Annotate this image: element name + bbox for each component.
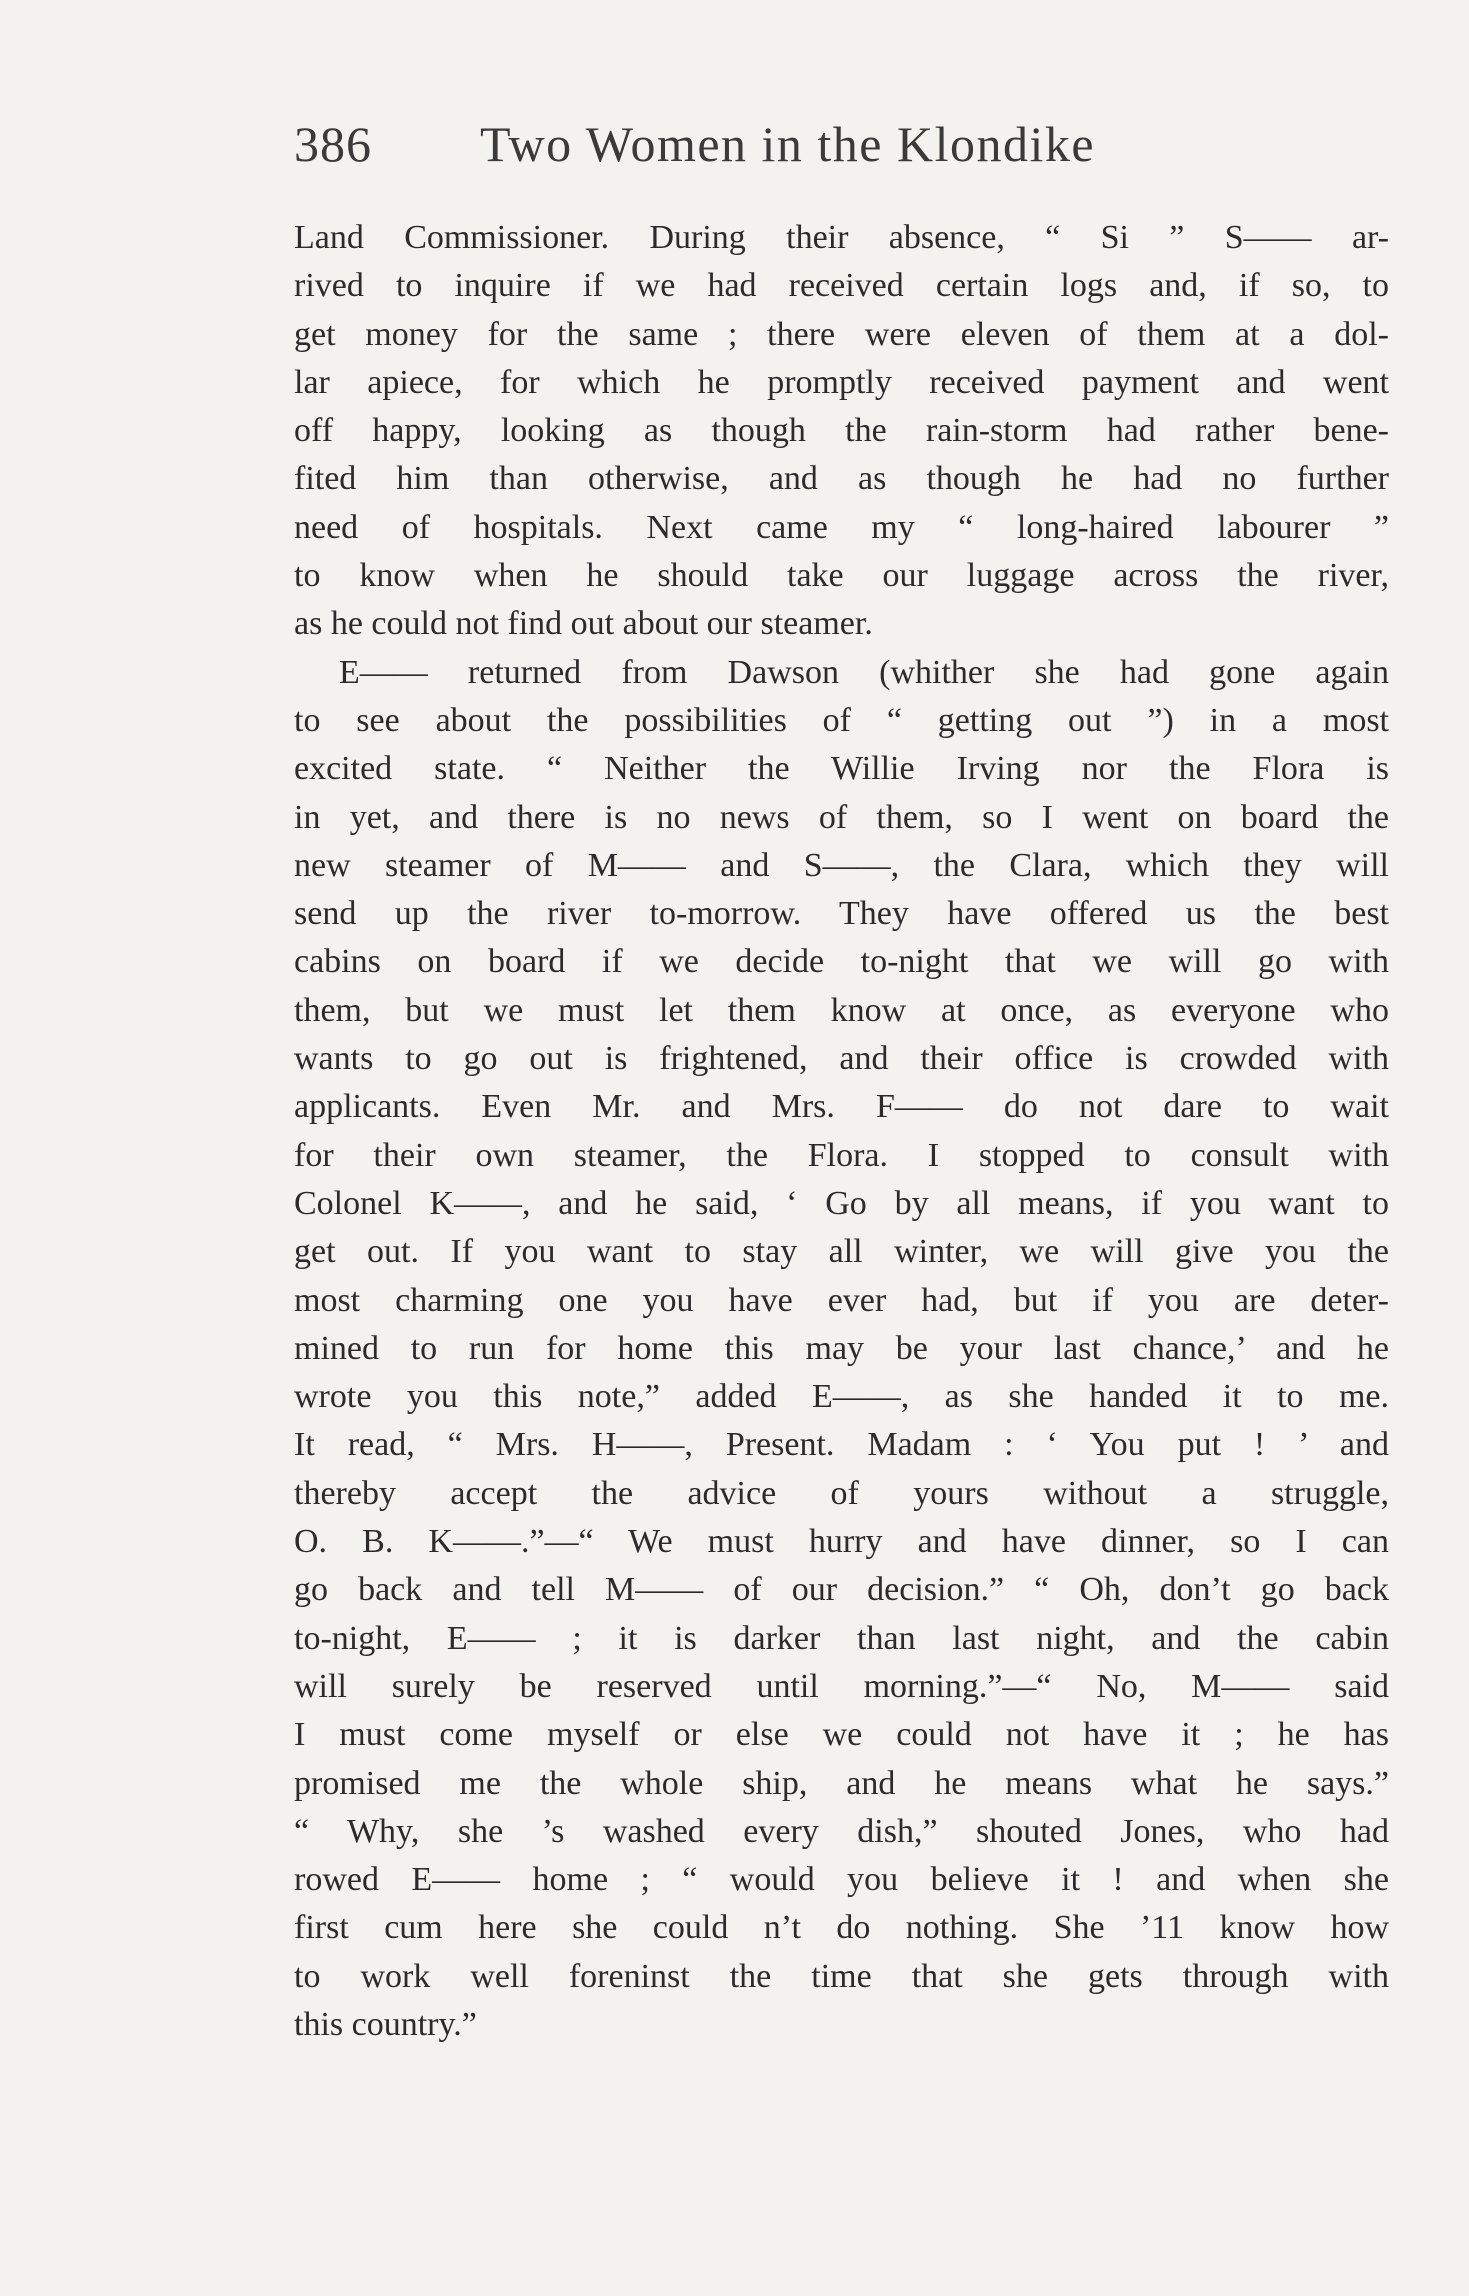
- text-line: send up the river to-morrow. They have offered us the best: [294, 895, 1389, 933]
- text-line: “ Why, she ’s washed every dish,” shouted Jones, who had: [294, 1812, 1389, 1850]
- text-line: go back and tell M—— of our decision.” “ Oh, don’t go back: [294, 1571, 1389, 1609]
- text-line: thereby accept the advice of yours without a struggle,: [294, 1474, 1389, 1512]
- text-line: new steamer of M—— and S——, the Clara, which they will: [294, 846, 1389, 884]
- text-line: in yet, and there is no news of them, so I went on board the: [294, 798, 1389, 836]
- text-line: rowed E—— home ; “ would you believe it ! and when she: [294, 1861, 1389, 1899]
- text-line: to-night, E—— ; it is darker than last night, and the cabin: [294, 1619, 1389, 1657]
- text-line: them, but we must let them know at once, as everyone who: [294, 991, 1389, 1029]
- body-text: [294, 214, 1389, 2049]
- text-line: wrote you this note,” added E——, as she handed it to me.: [294, 1378, 1389, 1416]
- text-line: It read, “ Mrs. H——, Present. Madam : ‘ You put ! ’ and: [294, 1426, 1389, 1464]
- text-line: Land Commissioner. During their absence, “ Si ” S—— ar-: [294, 219, 1389, 256]
- text-line: as he could not find out about our steamer.: [294, 605, 873, 643]
- page-header: [294, 115, 1224, 195]
- text-line: applicants. Even Mr. and Mrs. F—— do not dare to wait: [294, 1088, 1389, 1126]
- text-line: most charming one you have ever had, but if you are deter-: [294, 1281, 1389, 1319]
- text-line: wants to go out is frightened, and their office is crowded with: [294, 1040, 1389, 1078]
- text-line: to work well foreninst the time that she gets through with: [294, 1957, 1389, 1995]
- text-line: this country.”: [294, 2005, 477, 2043]
- text-line: first cum here she could n’t do nothing. She ’11 know how: [294, 1909, 1389, 1947]
- text-line: cabins on board if we decide to-night that we will go with: [294, 943, 1389, 981]
- text-line: off happy, looking as though the rain-storm had rather bene-: [294, 412, 1389, 450]
- paragraph-start-line: E—— returned from Dawson (whither she had gone again: [339, 653, 1389, 691]
- running-title: Two Women in the Klondike: [480, 116, 1096, 172]
- text-line: excited state. “ Neither the Willie Irving nor the Flora is: [294, 750, 1389, 788]
- text-line: rived to inquire if we had received certain logs and, if so, to: [294, 267, 1389, 305]
- text-line: I must come myself or else we could not have it ; he has: [294, 1716, 1389, 1754]
- text-line: get money for the same ; there were eleven of them at a dol-: [294, 315, 1389, 353]
- text-line: will surely be reserved until morning.”—“ No, M—— said: [294, 1667, 1389, 1705]
- text-line: get out. If you want to stay all winter, we will give you the: [294, 1233, 1389, 1271]
- page-number: 386: [294, 116, 372, 172]
- text-line: mined to run for home this may be your last chance,’ and he: [294, 1329, 1389, 1367]
- text-line: promised me the whole ship, and he means what he says.”: [294, 1764, 1389, 1802]
- text-line: need of hospitals. Next came my “ long-haired labourer ”: [294, 508, 1389, 546]
- text-line: Colonel K——, and he said, ‘ Go by all means, if you want to: [294, 1184, 1389, 1222]
- text-line: O. B. K——.”—“ We must hurry and have dinner, so I can: [294, 1523, 1389, 1561]
- text-line: to see about the possibilities of “ getting out ”) in a most: [294, 701, 1389, 739]
- text-line: lar apiece, for which he promptly received payment and went: [294, 363, 1389, 401]
- text-line: fited him than otherwise, and as though he had no further: [294, 460, 1389, 498]
- text-line: for their own steamer, the Flora. I stopped to consult with: [294, 1136, 1389, 1174]
- text-line: to know when he should take our luggage across the river,: [294, 557, 1389, 595]
